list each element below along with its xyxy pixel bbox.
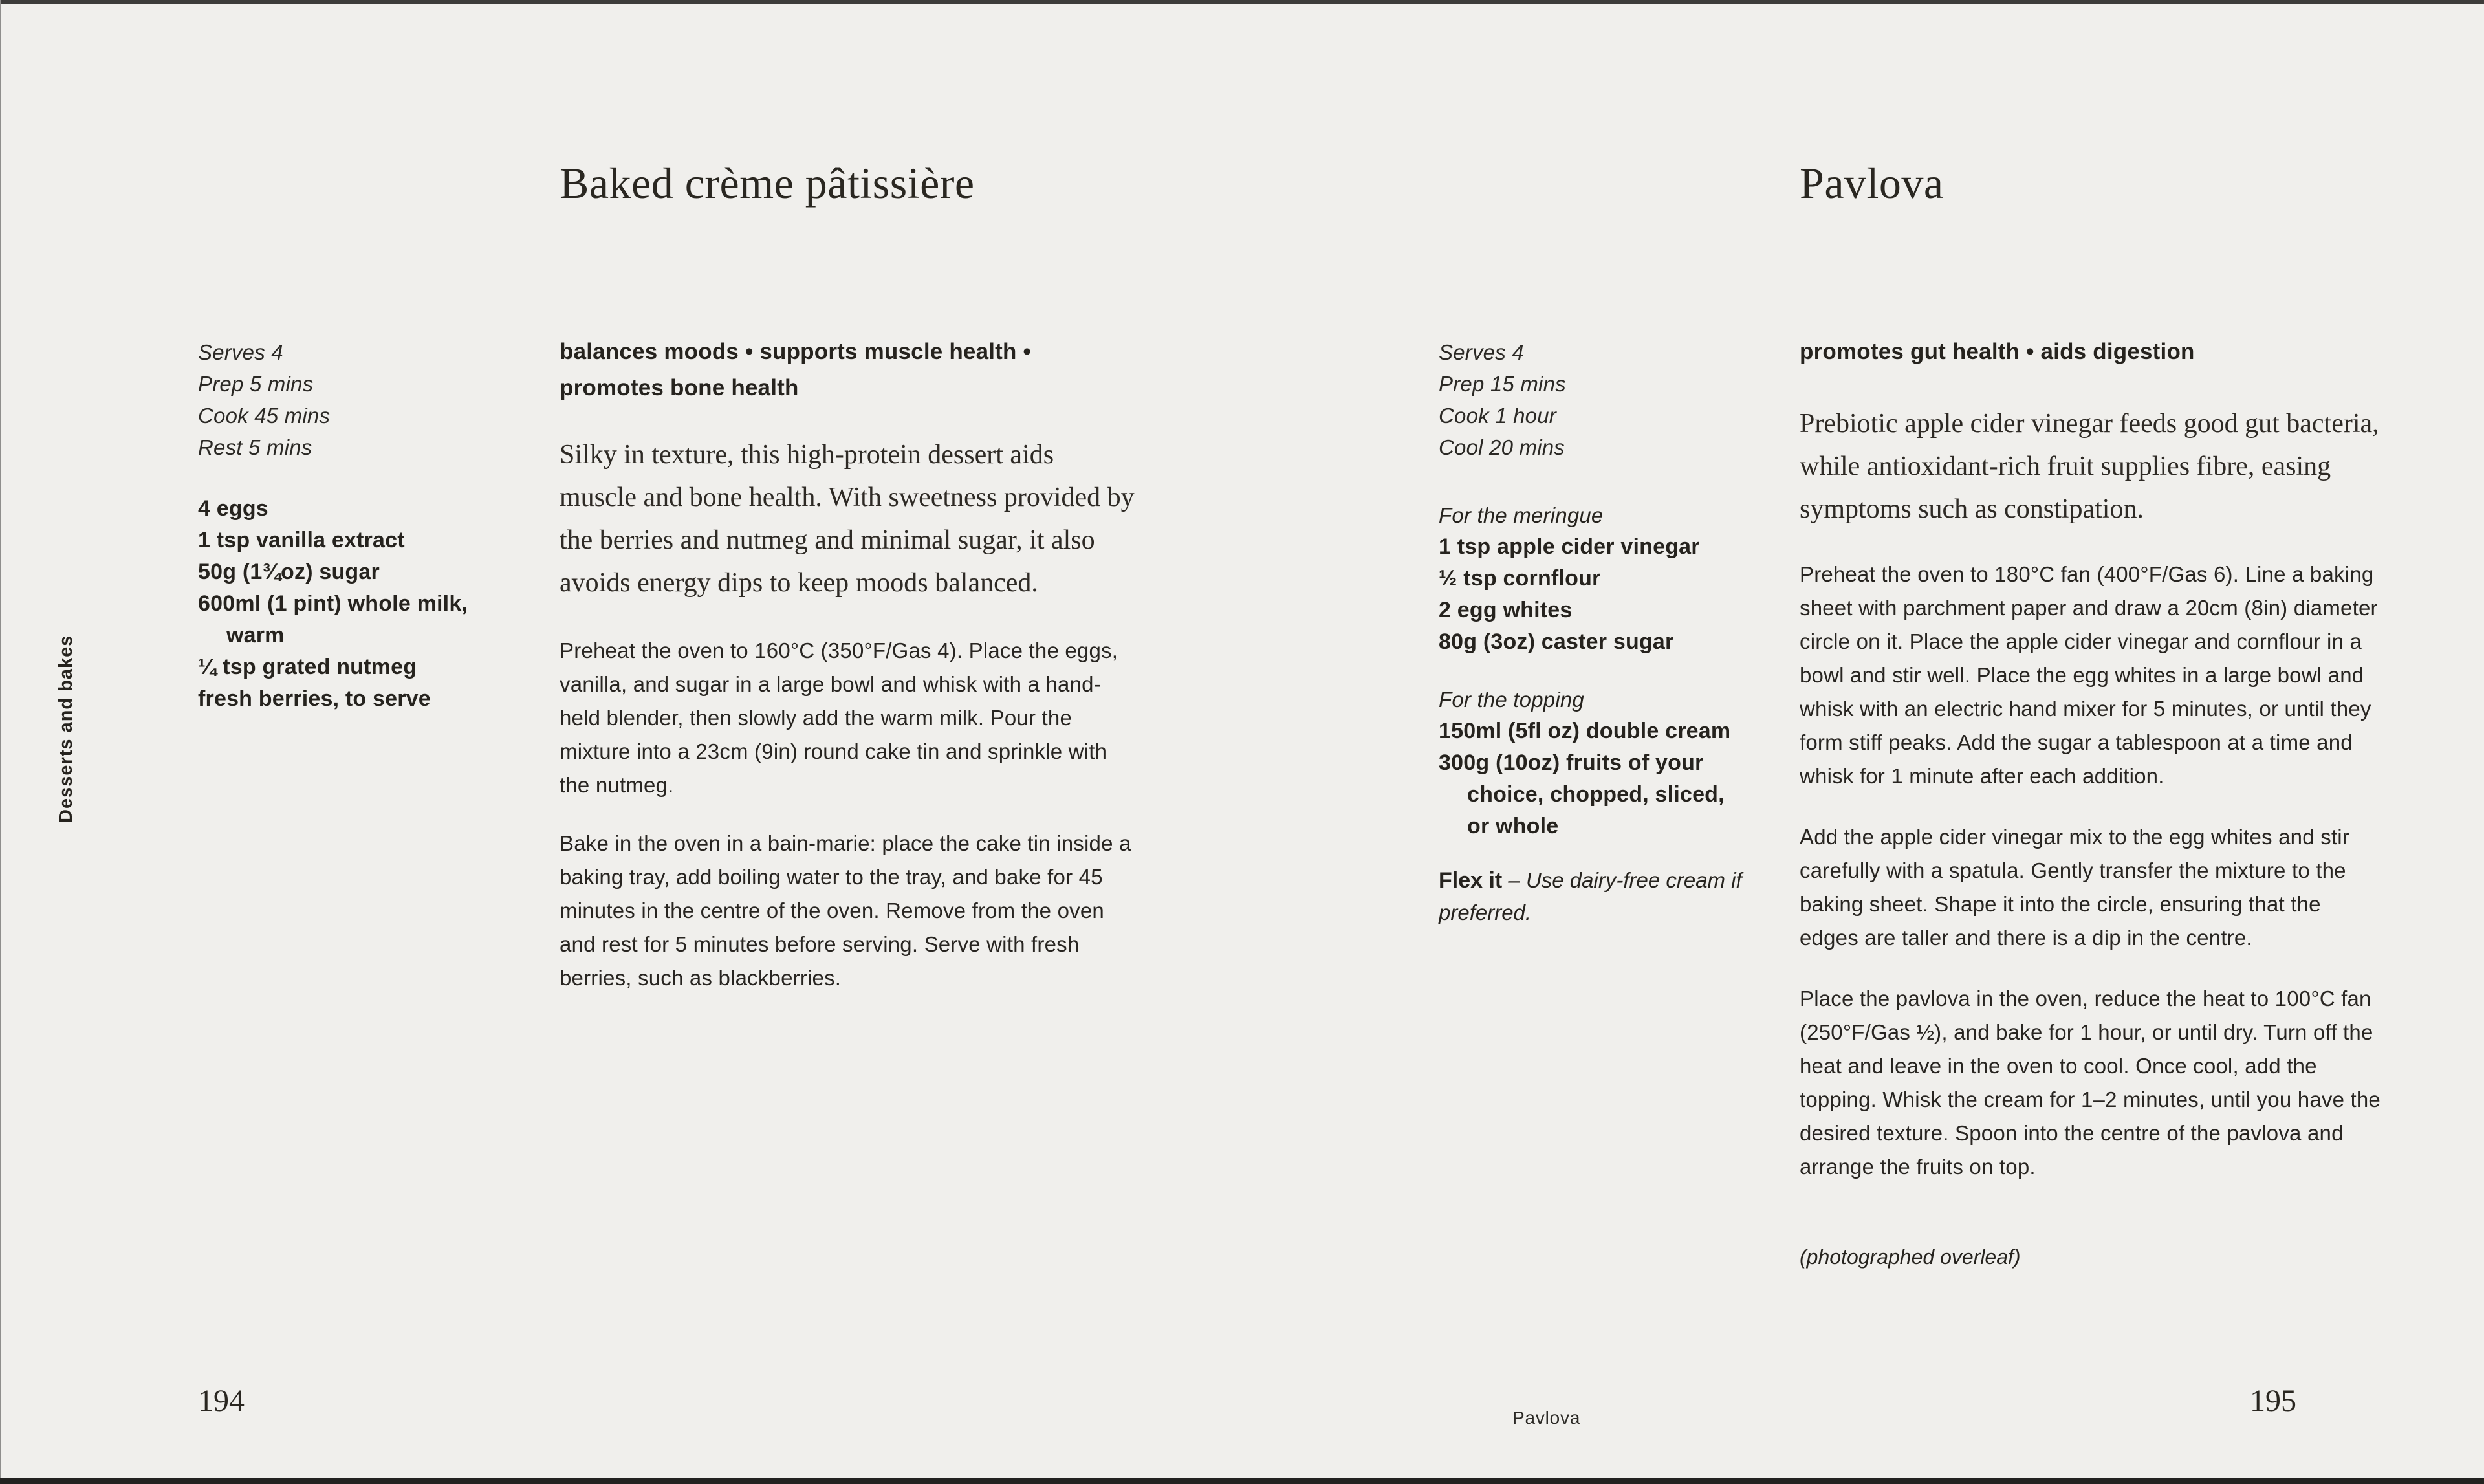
cook-line: Cook 45 mins bbox=[198, 404, 331, 428]
page-edge-bottom bbox=[0, 1478, 2484, 1484]
page-edge-left bbox=[0, 0, 1, 1484]
method-paragraph: Preheat the oven to 180°C fan (400°F/Gas 6). Line a baking sheet with parchment paper and draw a 20cm (8in) diameter circle on it. Place the apple cider vinegar and cornflour in a bowl and stir well. Place the egg whites in a large bowl and whisk with an electric hand mixer for 5 minutes, or until they form stiff peaks. Add the sugar a tablespoon at a time and whisk for 1 minute after each addition. bbox=[1800, 562, 2378, 788]
right-meta-column bbox=[1439, 336, 1788, 928]
prep-line: Prep 15 mins bbox=[1439, 372, 1566, 396]
ingredient-list bbox=[198, 493, 560, 715]
serves-line: Serves 4 bbox=[1439, 340, 1524, 364]
recipe-intro: Silky in texture, this high-protein dessert aids muscle and bone health. With sweetness provided by the berries and nutmeg and minimal sugar, it also avoids energy dips to keep moods balanced. bbox=[560, 440, 1135, 598]
serves-line: Serves 4 bbox=[198, 340, 283, 364]
flex-it-note bbox=[1439, 864, 1775, 928]
ingredient-line-wrap: or whole bbox=[1467, 814, 1559, 838]
ingredient-line: 4 eggs bbox=[198, 496, 268, 521]
method-paragraph: Place the pavlova in the oven, reduce the heat to 100°C fan (250°F/Gas ½), and bake for 1 hour, or until dry. Turn off the heat and leave in the oven to cool. Once cool, add the topping. Whisk the cream for 1–2 minutes, until you have the desired texture. Spoon into the centre of the pavlova and arrange the fruits on top. bbox=[1800, 987, 2380, 1179]
left-body-column bbox=[560, 334, 1135, 1016]
ingredient-line-wrap: warm bbox=[226, 623, 285, 648]
method-paragraph: Add the apple cider vinegar mix to the egg whites and stir carefully with a spatula. Gently transfer the mixture to the baking sheet. Shape it into the circle, ensuring that the edges are taller and there is a dip in the centre. bbox=[1800, 825, 2349, 950]
page-edge-top bbox=[0, 0, 2484, 4]
ingredient-line-wrap: choice, chopped, sliced, bbox=[1467, 782, 1725, 807]
right-page-number: 195 bbox=[2250, 1384, 2296, 1418]
method-paragraph: Bake in the oven in a bain-marie: place the cake tin inside a baking tray, add boiling water to the tray, and bake for 45 minutes in the centre of the oven. Remove from the oven and rest for 5 minutes before serving. Serve with fresh berries, such as blackberries. bbox=[560, 831, 1131, 990]
method-paragraph: Preheat the oven to 160°C (350°F/Gas 4). Place the eggs, vanilla, and sugar in a large bowl and whisk with a hand-held blender, then slowly add the warm milk. Pour the mixture into a 23cm (9in) round cake tin and sprinkle with the nutmeg. bbox=[560, 638, 1118, 797]
right-recipe-title: Pavlova bbox=[1800, 158, 1944, 208]
health-benefits-line: balances moods • supports muscle health • promotes bone health bbox=[560, 339, 1031, 400]
left-page-number: 194 bbox=[198, 1384, 245, 1418]
cook-line: Cook 1 hour bbox=[1439, 404, 1556, 428]
rest-line: Rest 5 mins bbox=[198, 435, 312, 459]
ingredient-line: 2 egg whites bbox=[1439, 598, 1573, 622]
photographed-overleaf-note: (photographed overleaf) bbox=[1800, 1245, 2021, 1269]
cool-line: Cool 20 mins bbox=[1439, 435, 1565, 459]
ingredient-line: 150ml (5fl oz) double cream bbox=[1439, 719, 1731, 743]
section-label-meringue: For the meringue bbox=[1439, 503, 1604, 527]
flex-it-label: Flex it bbox=[1439, 868, 1503, 893]
left-meta-column bbox=[198, 336, 560, 715]
prep-line: Prep 5 mins bbox=[198, 372, 314, 396]
section-label-topping: For the topping bbox=[1439, 688, 1584, 712]
ingredient-line: 300g (10oz) fruits of your bbox=[1439, 750, 1704, 775]
ingredient-line: 80g (3oz) caster sugar bbox=[1439, 629, 1674, 654]
ingredient-line: fresh berries, to serve bbox=[198, 686, 431, 711]
ingredient-line: 1 tsp vanilla extract bbox=[198, 528, 405, 552]
right-body-column bbox=[1800, 334, 2382, 1293]
health-benefits-line: promotes gut health • aids digestion bbox=[1800, 339, 2195, 364]
recipe-intro: Prebiotic apple cider vinegar feeds good gut bacteria, while antioxidant-rich fruit supplies fibre, easing symptoms such as constipation. bbox=[1800, 409, 2379, 524]
left-recipe-title: Baked crème pâtissière bbox=[560, 158, 975, 208]
ingredient-line: ¼ tsp grated nutmeg bbox=[198, 655, 417, 679]
footer-recipe-label: Pavlova bbox=[1512, 1408, 1581, 1428]
chapter-spine-label: Desserts and bakes bbox=[56, 635, 76, 823]
ingredient-line: 600ml (1 pint) whole milk, bbox=[198, 591, 468, 616]
flex-it-text: – Use dairy-free cream if preferred. bbox=[1439, 868, 1742, 924]
ingredient-line: 1 tsp apple cider vinegar bbox=[1439, 534, 1700, 559]
ingredient-line: ½ tsp cornflour bbox=[1439, 566, 1601, 591]
ingredient-line: 50g (1¾oz) sugar bbox=[198, 560, 380, 584]
